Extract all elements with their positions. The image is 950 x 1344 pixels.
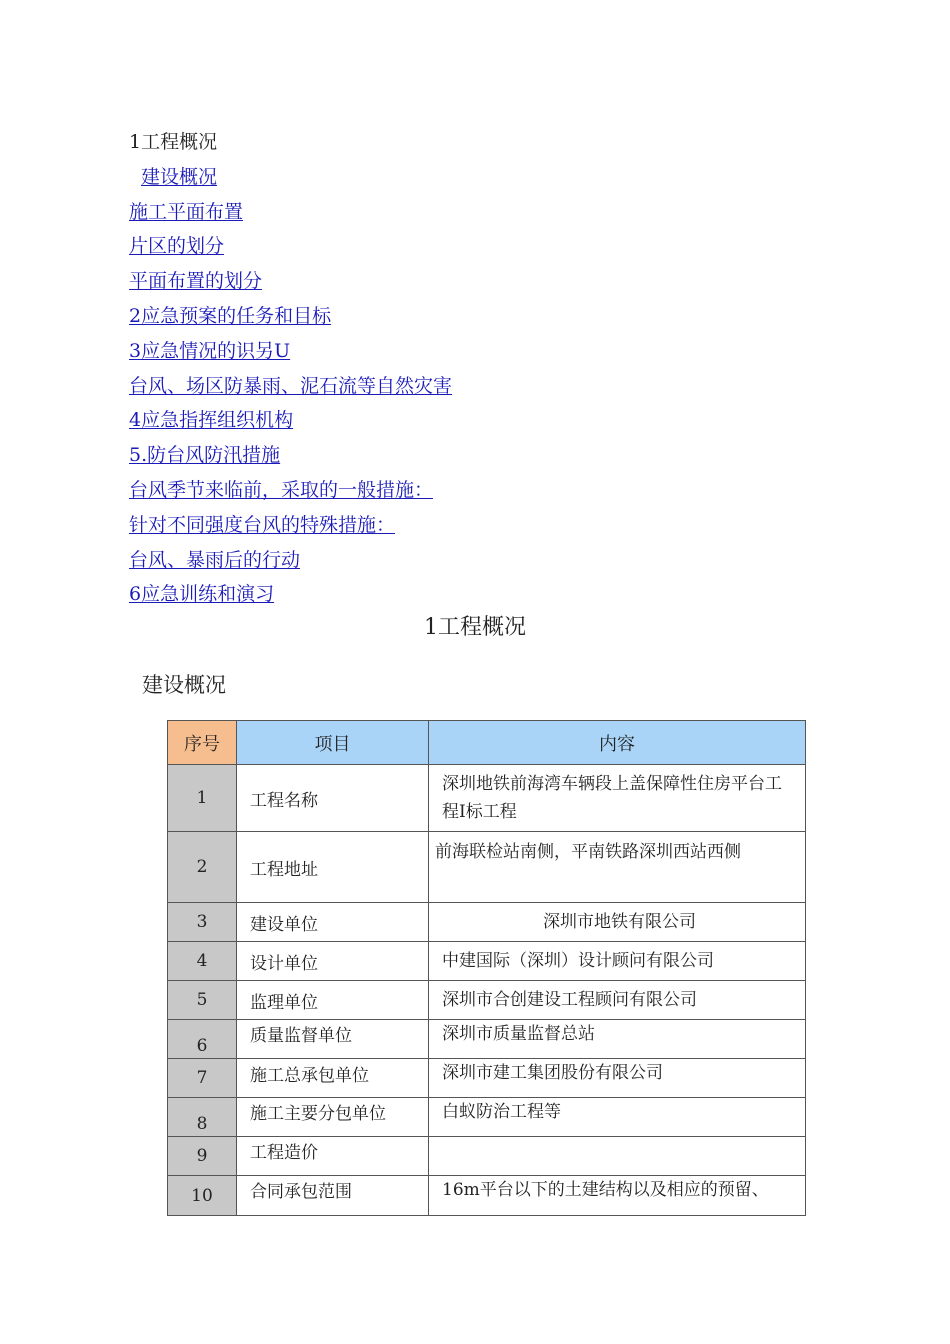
toc-item[interactable] xyxy=(129,198,452,233)
table-row xyxy=(168,1176,806,1216)
row-content: 深圳地铁前海湾车辆段上盖保障性住房平台工程I标工程 xyxy=(429,765,806,832)
toc-item[interactable] xyxy=(129,337,452,372)
row-content: 中建国际（深圳）设计顾问有限公司 xyxy=(429,942,806,981)
toc-link[interactable]: 片区的划分 xyxy=(129,235,225,258)
row-item: 监理单位 xyxy=(237,981,429,1020)
toc-item[interactable] xyxy=(129,232,452,267)
row-content: 前海联检站南侧，平南铁路深圳西站西侧 xyxy=(429,832,806,903)
row-item: 施工总承包单位 xyxy=(237,1059,429,1098)
table-row xyxy=(168,903,806,942)
row-number: 4 xyxy=(168,942,237,981)
row-number: 2 xyxy=(168,832,237,903)
section-title: 1工程概况 xyxy=(424,615,526,640)
row-item: 工程地址 xyxy=(237,832,429,903)
table-row xyxy=(168,981,806,1020)
row-number: 1 xyxy=(168,765,237,832)
table-row xyxy=(168,1098,806,1137)
row-number: 3 xyxy=(168,903,237,942)
toc-link[interactable]: 针对不同强度台风的特殊措施： xyxy=(129,513,396,536)
row-item: 建设单位 xyxy=(237,903,429,942)
row-item: 设计单位 xyxy=(237,942,429,981)
toc-item[interactable] xyxy=(129,406,452,441)
toc-link[interactable]: 台风、场区防暴雨、泥石流等自然灾害 xyxy=(129,374,453,397)
toc-link[interactable]: 4应急指挥组织机构 xyxy=(129,409,294,432)
row-content: 深圳市合创建设工程顾问有限公司 xyxy=(429,981,806,1020)
toc-link[interactable]: 6应急训练和演习 xyxy=(129,583,275,606)
row-content-text: 16m平台以下的土建结构以及相应的预留、 xyxy=(442,1180,769,1200)
row-content xyxy=(429,1176,806,1216)
table-row xyxy=(168,1137,806,1176)
table-row xyxy=(168,942,806,981)
column-header-content: 内容 xyxy=(429,721,806,765)
row-content: 深圳市地铁有限公司 xyxy=(429,903,806,942)
subsection-title: 建设概况 xyxy=(142,673,226,697)
toc-link[interactable]: 施工平面布置 xyxy=(129,200,244,223)
table-row xyxy=(168,765,806,832)
toc-link[interactable]: 建设概况 xyxy=(141,165,218,188)
row-item: 质量监督单位 xyxy=(237,1020,429,1059)
table-row xyxy=(168,1059,806,1098)
table-of-contents xyxy=(129,128,452,615)
row-number: 5 xyxy=(168,981,237,1020)
toc-item xyxy=(129,128,452,163)
column-header-item: 项目 xyxy=(237,721,429,765)
toc-link[interactable]: 台风、暴雨后的行动 xyxy=(129,548,301,571)
toc-item[interactable] xyxy=(129,267,452,302)
row-content xyxy=(429,1137,806,1176)
table-header-row xyxy=(168,721,806,765)
table-row xyxy=(168,1020,806,1059)
toc-item[interactable] xyxy=(129,302,452,337)
toc-link[interactable]: 5.防台风防汛措施 xyxy=(129,444,281,467)
row-item: 施工主要分包单位 xyxy=(237,1098,429,1137)
toc-item[interactable] xyxy=(129,511,452,546)
row-number: 10 xyxy=(168,1176,237,1216)
column-header-no: 序号 xyxy=(168,721,237,765)
row-number: 9 xyxy=(168,1137,237,1176)
toc-item[interactable] xyxy=(129,580,452,615)
row-item: 合同承包范围 xyxy=(237,1176,429,1216)
toc-link[interactable]: 台风季节来临前，采取的一般措施： xyxy=(129,478,434,501)
project-info-table xyxy=(167,720,806,1216)
row-item: 工程名称 xyxy=(237,765,429,832)
row-number: 8 xyxy=(168,1098,237,1137)
toc-item[interactable] xyxy=(129,163,452,198)
row-content: 白蚁防治工程等 xyxy=(429,1098,806,1137)
row-number: 7 xyxy=(168,1059,237,1098)
toc-item[interactable] xyxy=(129,372,452,407)
toc-item[interactable] xyxy=(129,476,452,511)
row-content: 深圳市建工集团股份有限公司 xyxy=(429,1059,806,1098)
toc-link[interactable]: 3应急情况的识另U xyxy=(129,339,291,362)
toc-link[interactable]: 2应急预案的任务和目标 xyxy=(129,304,332,327)
row-number: 6 xyxy=(168,1020,237,1059)
toc-item[interactable] xyxy=(129,441,452,476)
table-row xyxy=(168,832,806,903)
toc-heading-label: 1工程概况 xyxy=(129,131,218,153)
row-content: 深圳市质量监督总站 xyxy=(429,1020,806,1059)
row-item: 工程造价 xyxy=(237,1137,429,1176)
toc-item[interactable] xyxy=(129,546,452,581)
toc-link[interactable]: 平面布置的划分 xyxy=(129,270,263,293)
